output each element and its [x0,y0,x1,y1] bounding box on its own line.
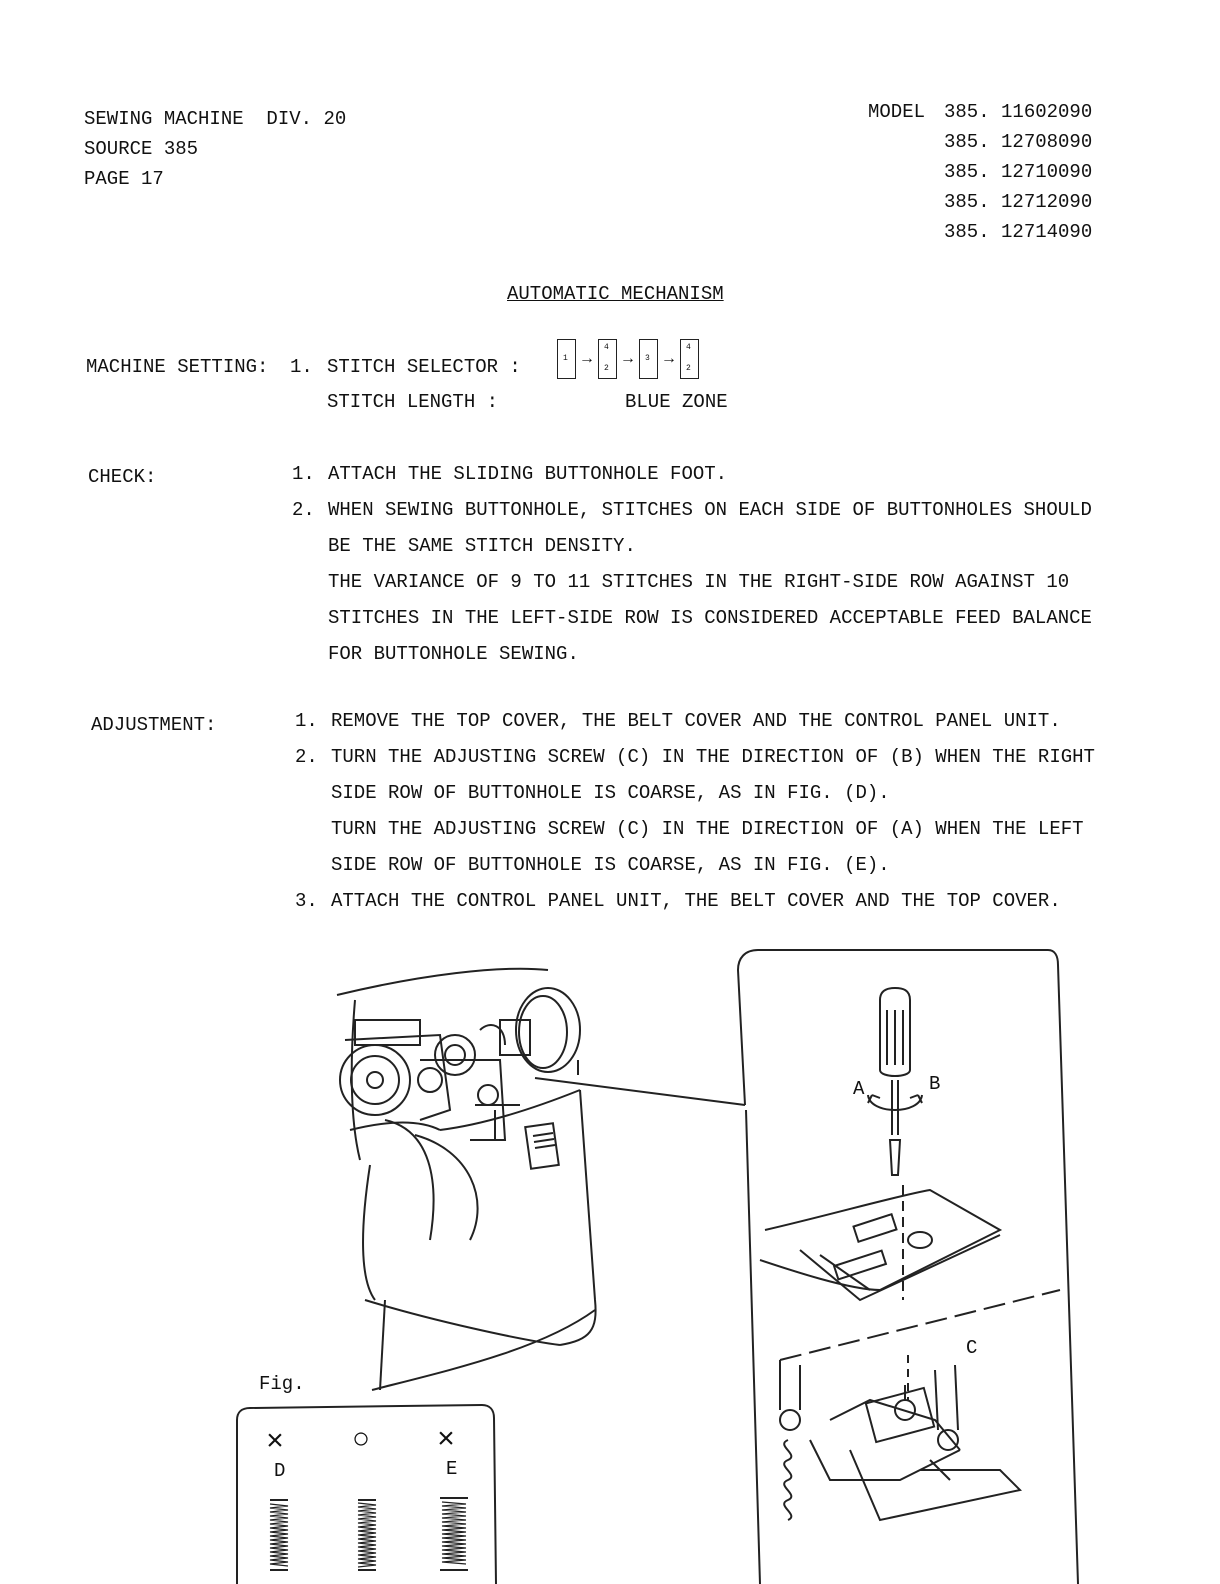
bad-mark-icon: × [266,1426,285,1460]
stitch-sample-d [270,1500,288,1570]
arrow-icon: → [664,350,674,368]
selector-box: 4 2 [680,339,699,379]
adjustment-item-line: SIDE ROW OF BUTTONHOLE IS COARSE, AS IN FIG. (E). [331,854,890,876]
adjustment-item-line: TURN THE ADJUSTING SCREW (C) IN THE DIRECTION OF (A) WHEN THE LEFT [331,818,1084,840]
adjustment-item: 1. REMOVE THE TOP COVER, THE BELT COVER AND THE CONTROL PANEL UNIT. [295,710,1061,732]
stitch-sample-ok [358,1500,376,1570]
arrow-icon: → [623,350,633,368]
adjustment-label: ADJUSTMENT: [91,714,217,736]
arrow-icon: → [582,350,592,368]
feed-adjust-plate-drawing [760,1190,1060,1520]
stitch-length-label: STITCH LENGTH : [327,391,499,413]
good-mark-icon: ○ [352,1424,371,1458]
selector-box: 3 [639,339,658,379]
check-label: CHECK: [88,466,157,488]
check-item-line: FOR BUTTONHOLE SEWING. [328,643,579,665]
model-number: 385. 11602090 [944,101,1093,123]
stitch-length-value: BLUE ZONE [625,391,728,413]
bad-mark-icon: × [437,1424,456,1458]
check-item: 2. WHEN SEWING BUTTONHOLE, STITCHES ON EACH SIDE OF BUTTONHOLES SHOULD [292,499,1092,521]
model-number: 385. 12712090 [944,191,1093,213]
selector-box: 1 [557,339,576,379]
fig-label: Fig. [259,1373,305,1395]
direction-b-label: B [929,1073,941,1095]
sample-e-label: E [446,1458,458,1480]
check-item: 1. ATTACH THE SLIDING BUTTONHOLE FOOT. [292,463,728,485]
model-number: 385. 12708090 [944,131,1093,153]
section-title: AUTOMATIC MECHANISM [507,283,724,305]
adjustment-item: 3. ATTACH THE CONTROL PANEL UNIT, THE BELT COVER AND THE TOP COVER. [295,890,1061,912]
check-item-line: THE VARIANCE OF 9 TO 11 STITCHES IN THE RIGHT-SIDE ROW AGAINST 10 [328,571,1070,593]
selector-box: 4 2 [598,339,617,379]
sample-d-label: D [274,1460,286,1482]
header-division: SEWING MACHINE DIV. 20 [84,108,347,130]
automatic-mechanism-drawing [340,988,580,1140]
stitch-sample-e [440,1498,468,1570]
header-page: PAGE 17 [84,168,164,190]
model-number: 385. 12714090 [944,221,1093,243]
check-item-line: BE THE SAME STITCH DENSITY. [328,535,636,557]
machine-setting-label: MACHINE SETTING: [86,356,269,378]
model-number: 385. 12710090 [944,161,1093,183]
adjustment-item-line: SIDE ROW OF BUTTONHOLE IS COARSE, AS IN FIG. (D). [331,782,890,804]
stitch-selector-label: STITCH SELECTOR : [327,356,521,378]
adjustment-item: 2. TURN THE ADJUSTING SCREW (C) IN THE DIRECTION OF (B) WHEN THE RIGHT [295,746,1095,768]
machine-setting-number: 1. [290,356,313,378]
screw-c-label: C [966,1337,978,1359]
direction-a-label: A [853,1078,865,1100]
check-item-line: STITCHES IN THE LEFT-SIDE ROW IS CONSIDERED ACCEPTABLE FEED BALANCE [328,607,1092,629]
model-label: MODEL [868,101,926,123]
machine-body-drawing [337,969,596,1390]
header-source: SOURCE 385 [84,138,199,160]
detail-callout-frame [738,950,1078,1584]
